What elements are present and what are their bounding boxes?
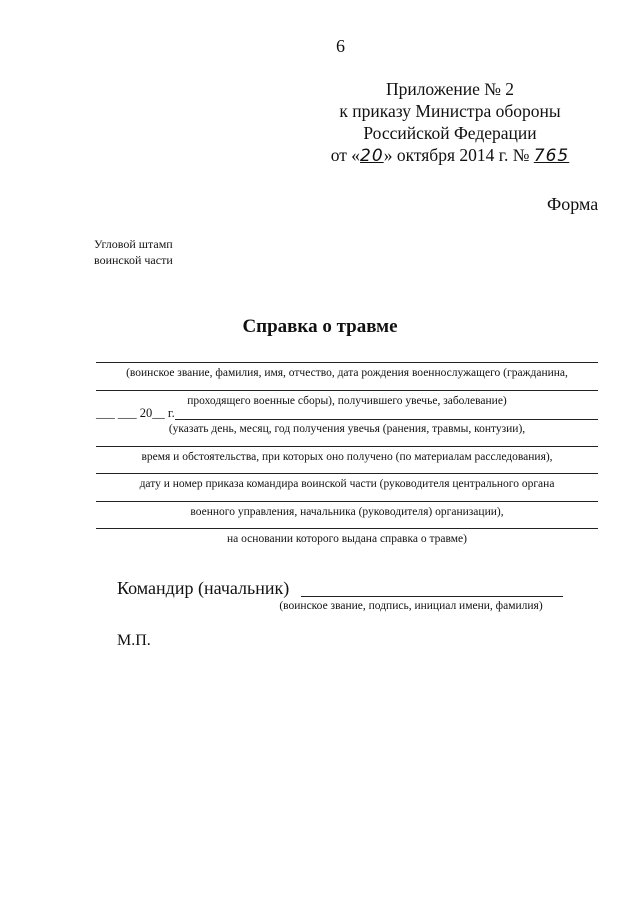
stamp-line-2: воинской части [94,253,173,267]
field-line-1[interactable] [96,362,598,363]
appendix-date-line [300,144,600,167]
date-prefix: от « [330,145,361,165]
caption-2: проходящего военные сборы), получившего увечье, заболевание) [187,395,507,407]
field-line-2[interactable] [96,390,598,391]
appendix-line-3: Российской Федерации [363,123,537,143]
caption-6: военного управления, начальника (руководителя) организации), [190,506,504,518]
seal-place-label: М.П. [117,632,151,649]
field-line-3[interactable] [96,446,598,447]
date-middle: » октября 2014 г. № [383,145,530,165]
handwritten-order-number: 765 [533,146,570,166]
handwritten-day: 20 [360,146,384,166]
appendix-header [300,78,600,167]
appendix-line-2: к приказу Министра обороны [339,101,561,121]
corner-stamp-label [94,236,173,268]
appendix-line-1: Приложение № 2 [385,79,515,99]
date-field-line[interactable] [175,419,598,420]
field-line-6[interactable] [96,528,598,529]
stamp-line-1: Угловой штамп [94,237,173,251]
field-line-5[interactable] [96,501,598,502]
form-label: Форма [547,194,599,214]
caption-1: (воинское звание, фамилия, имя, отчество, дата рождения военнослужащего (гражданина, [126,367,568,379]
commander-signature-line[interactable] [301,596,563,597]
caption-3: (указать день, месяц, год получения увечья (ранения, травмы, контузии), [168,423,526,435]
date-field[interactable]: ___ ___ 20__ г. [96,406,175,420]
caption-4: время и обстоятельства, при которых оно получено (по материалам расследования), [141,451,553,463]
field-line-4[interactable] [96,473,598,474]
document-title: Справка о травме [242,316,398,337]
commander-label: Командир (начальник) [117,578,290,598]
caption-7: на основании которого выдана справка о травме) [227,533,467,545]
commander-caption: (воинское звание, подпись, инициал имени, фамилия) [279,600,543,612]
page-number: 6 [336,36,345,56]
caption-5: дату и номер приказа командира воинской части (руководителя центрального органа [139,478,555,490]
